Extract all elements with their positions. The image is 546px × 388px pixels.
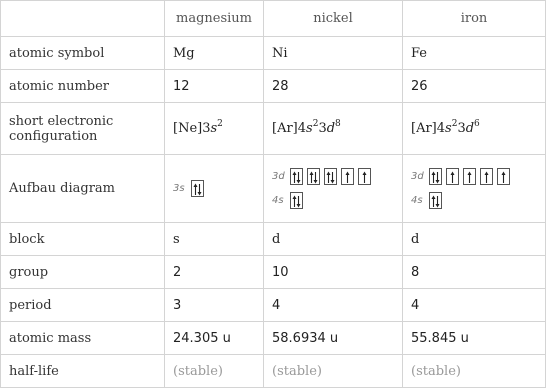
orbital-label: 3d — [272, 171, 285, 182]
paired-electrons-icon — [290, 168, 303, 185]
row-aufbau-diagram — [1, 155, 546, 223]
config-electron-count: 2 — [451, 119, 458, 129]
paired-electrons-icon — [191, 180, 204, 197]
orbital-row — [272, 165, 402, 189]
row-half-life — [1, 355, 546, 388]
single-electron-icon — [463, 168, 476, 185]
config-orbital: 3d — [457, 121, 475, 136]
config-orbital: 4s — [297, 121, 313, 136]
cell-value: d — [403, 223, 546, 256]
header-empty — [1, 1, 165, 37]
row-group — [1, 256, 546, 289]
cell-value: 12 — [165, 70, 264, 103]
orbital-label: 3s — [173, 183, 185, 194]
orbital-row — [173, 177, 263, 201]
paired-electrons-icon — [307, 168, 320, 185]
orbital-label: 4s — [411, 195, 423, 206]
cell-value: 3 — [165, 289, 264, 322]
config-cell — [403, 103, 546, 155]
config-core: [Ar] — [272, 121, 298, 136]
row-electronic-configuration — [1, 103, 546, 155]
cell-value: 2 — [165, 256, 264, 289]
cell-value: (stable) — [165, 355, 264, 388]
paired-electrons-icon — [290, 192, 303, 209]
row-label: atomic symbol — [1, 37, 165, 70]
row-label: Aufbau diagram — [1, 155, 165, 223]
row-label: atomic mass — [1, 322, 165, 355]
config-orbital: 4s — [436, 121, 452, 136]
orbital-label: 3d — [411, 171, 424, 182]
orbital-row — [272, 189, 402, 213]
config-electron-count: 2 — [217, 119, 223, 129]
row-label: period — [1, 289, 165, 322]
row-atomic-symbol — [1, 37, 546, 70]
single-electron-icon — [341, 168, 354, 185]
config-core: [Ar] — [411, 121, 437, 136]
config-electron-count: 6 — [474, 119, 480, 129]
config-electron-count: 8 — [335, 119, 341, 129]
cell-value: 8 — [403, 256, 546, 289]
single-electron-icon — [446, 168, 459, 185]
cell-value: 26 — [403, 70, 546, 103]
orbital-row — [411, 165, 545, 189]
paired-electrons-icon — [324, 168, 337, 185]
aufbau-cell — [165, 155, 264, 223]
cell-value: s — [165, 223, 264, 256]
aufbau-cell — [403, 155, 546, 223]
row-atomic-number — [1, 70, 546, 103]
row-block — [1, 223, 546, 256]
config-orbital: 3s — [202, 121, 218, 136]
single-electron-icon — [497, 168, 510, 185]
cell-value: 10 — [264, 256, 403, 289]
header-iron: iron — [403, 1, 546, 37]
cell-value: Fe — [403, 37, 546, 70]
cell-value: 28 — [264, 70, 403, 103]
row-label: short electronic configuration — [1, 103, 165, 155]
config-cell — [264, 103, 403, 155]
cell-value: 4 — [403, 289, 546, 322]
cell-value: 55.845 u — [403, 322, 546, 355]
cell-value: (stable) — [264, 355, 403, 388]
single-electron-icon — [358, 168, 371, 185]
row-label: block — [1, 223, 165, 256]
config-core: [Ne] — [173, 121, 203, 136]
row-label: group — [1, 256, 165, 289]
config-electron-count: 2 — [312, 119, 319, 129]
cell-value: 58.6934 u — [264, 322, 403, 355]
paired-electrons-icon — [429, 192, 442, 209]
header-row — [1, 1, 546, 37]
single-electron-icon — [480, 168, 493, 185]
row-period — [1, 289, 546, 322]
row-label: half-life — [1, 355, 165, 388]
cell-value: d — [264, 223, 403, 256]
cell-value: Mg — [165, 37, 264, 70]
row-label: atomic number — [1, 70, 165, 103]
paired-electrons-icon — [429, 168, 442, 185]
cell-value: Ni — [264, 37, 403, 70]
config-orbital: 3d — [318, 121, 336, 136]
header-nickel: nickel — [264, 1, 403, 37]
cell-value: 24.305 u — [165, 322, 264, 355]
aufbau-cell — [264, 155, 403, 223]
orbital-label: 4s — [272, 195, 284, 206]
header-magnesium: magnesium — [165, 1, 264, 37]
cell-value: 4 — [264, 289, 403, 322]
cell-value: (stable) — [403, 355, 546, 388]
row-atomic-mass — [1, 322, 546, 355]
config-cell — [165, 103, 264, 155]
orbital-row — [411, 189, 545, 213]
